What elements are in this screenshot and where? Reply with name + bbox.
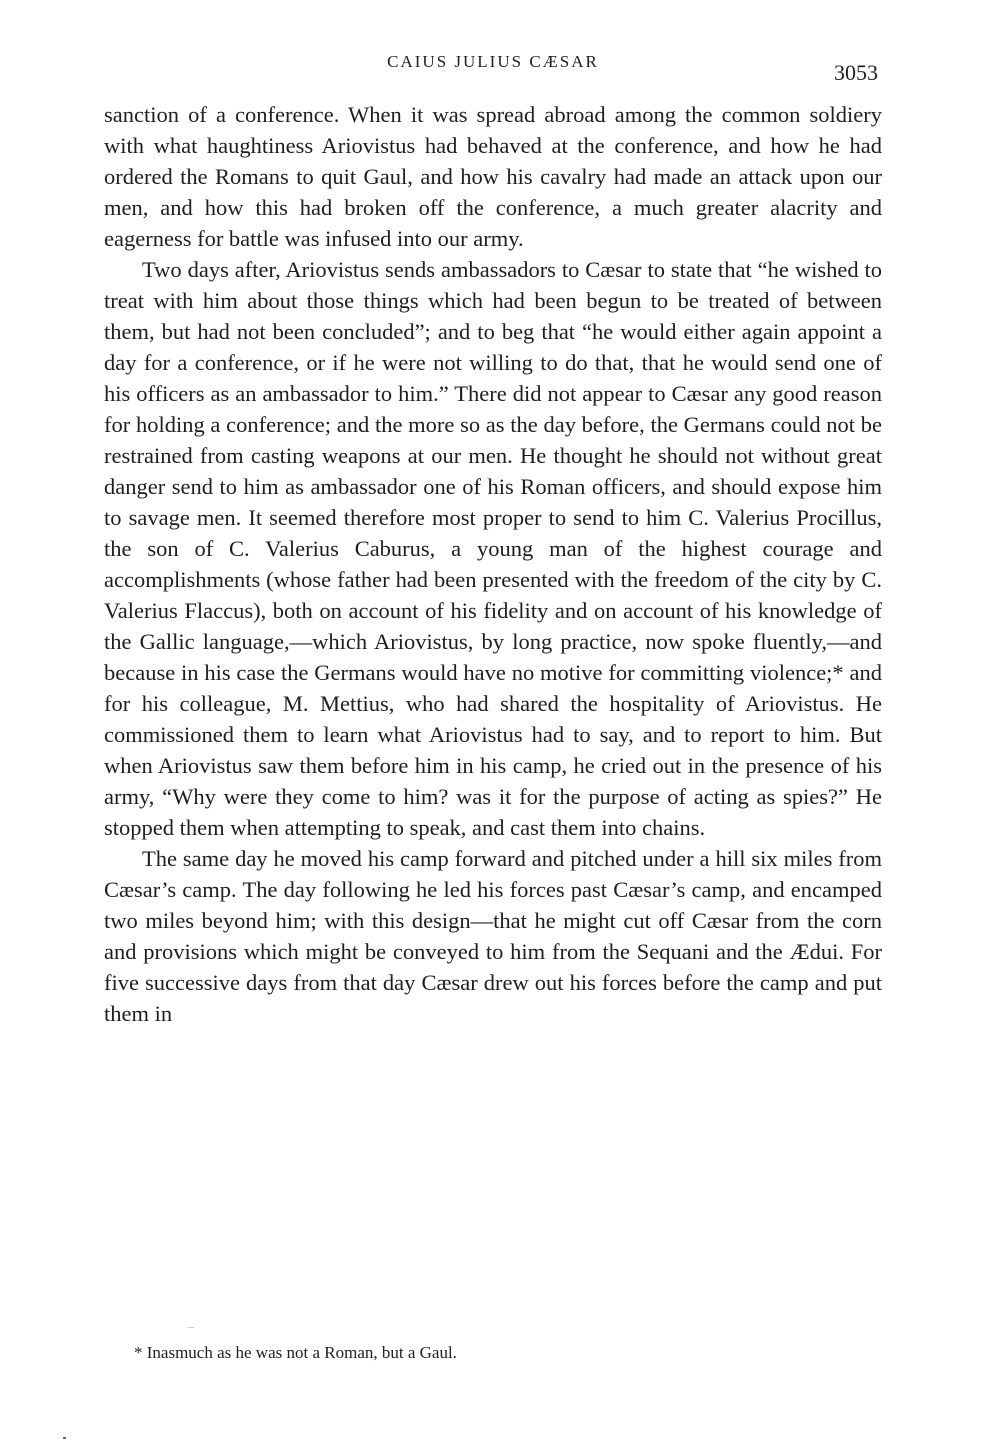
print-speck [63,1437,66,1439]
running-header [104,52,882,85]
running-title: CAIUS JULIUS CÆSAR [387,52,599,71]
paragraph-camp-movement: The same day he moved his camp forward and pitched under a hill six miles from Cæsar’s camp. The day following he led his forces past Cæsar’s camp, and encamped two miles beyond him; with this design—that he might cut off Cæsar from the corn and provisions which might be conveyed to him from the Sequani and the Ædui. For five successive days from that day Cæsar drew out his forces before the camp and put them in [104,846,882,1026]
body-text [104,99,882,1029]
paragraph-ambassadors: Two days after, Ariovistus sends ambassadors to Cæsar to state that “he wished to treat with him about those things which had been begun to be treated of between them, but had not been concluded”; and to beg that “he would either again appoint a day for a conference, or if he were not willing to do that, that he would send one of his officers as an ambassador to him.” There did not appear to Cæsar any good reason for holding a conference; and the more so as the day before, the Germans could not be restrained from casting weapons at our men. He thought he should not without great danger send to him as ambassador one of his Roman officers, and should expose him to savage men. It seemed therefore most proper to send to him C. Valerius Procillus, the son of C. Valerius Caburus, a young man of the highest courage and accomplishments (whose father had been presented with the freedom of the city by C. Valerius Flaccus), both on account of his fidelity and on account of his knowledge of the Gallic language,—which Ariovistus, by long practice, now spoke fluently,—and because in his case the Germans would have no motive for committing violence;* and for his colleague, M. Mettius, who had shared the hospitality of Ariovistus. He commissioned them to learn what Ariovistus had to say, and to report to him. But when Ariovistus saw them before him in his camp, he cried out in the presence of his army, “Why were they come to him? was it for the purpose of acting as spies?” He stopped them when attempting to speak, and cast them into chains. [104,257,882,840]
page-number: 3053 [834,60,878,85]
footnote: * Inasmuch as he was not a Roman, but a Gaul. [134,1343,457,1362]
paragraph-continued: sanction of a conference. When it was spread abroad among the common soldiery with what haughtiness Ariovistus had behaved at the conference, and how he had ordered the Romans to quit Gaul, and how his cavalry had made an attack upon our men, and how this had broken off the conference, a much greater alacrity and eagerness for battle was infused into our army. [104,102,882,251]
footnote-rule [188,1327,194,1328]
